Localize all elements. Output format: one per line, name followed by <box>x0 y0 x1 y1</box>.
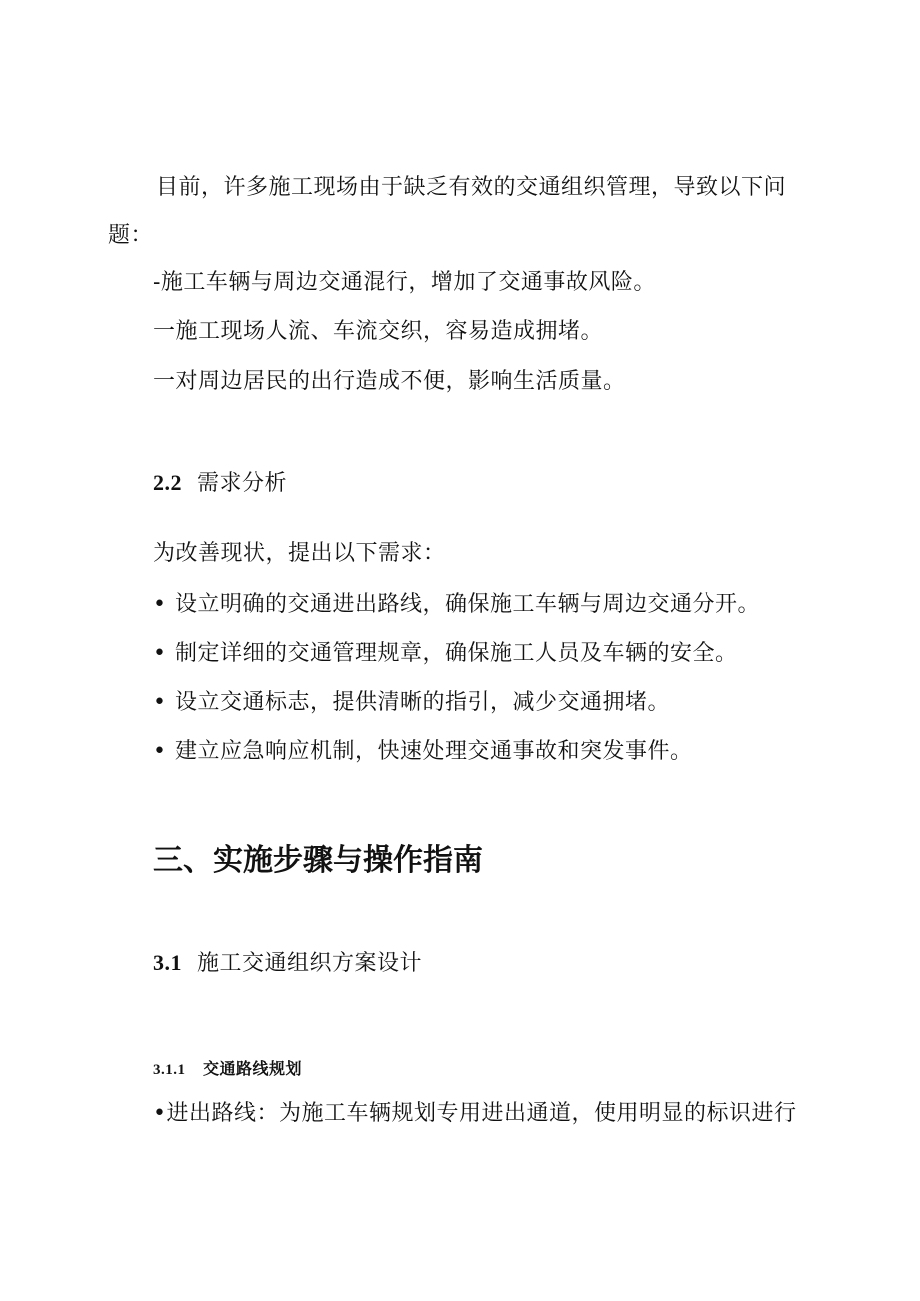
subsection-heading-3-1-1 <box>153 1059 302 1080</box>
needs-list-item <box>153 689 670 717</box>
needs-item-text: 建立应急响应机制，快速处理交通事故和突发事件。 <box>175 739 693 764</box>
chapter-heading-3: 三、实施步骤与操作指南 <box>153 843 483 878</box>
bullet-icon: • <box>153 690 167 715</box>
section-title: 需求分析 <box>197 471 288 496</box>
needs-lead-text: 为改善现状，提出以下需求： <box>153 541 446 566</box>
needs-list-item <box>153 738 693 766</box>
bullet-icon: • <box>153 641 167 666</box>
needs-list-item <box>153 591 760 619</box>
problem-item: -施工车辆与周边交通混行，增加了交通事故风险。 <box>153 270 656 295</box>
route-planning-line: •进出路线：为施工车辆规划专用进出通道，使用明显的标识进行 <box>153 1101 797 1126</box>
problem-item: 一对周边居民的出行造成不便，影响生活质量。 <box>153 369 626 394</box>
needs-item-text: 设立交通标志，提供清晰的指引，减少交通拥堵。 <box>175 690 671 715</box>
section-number: 3.1 <box>153 950 182 975</box>
intro-paragraph-line-2: 题： <box>108 223 154 248</box>
subsection-title: 交通路线规划 <box>203 1059 303 1078</box>
subsection-number: 3.1.1 <box>153 1062 186 1078</box>
needs-item-text: 设立明确的交通进出路线，确保施工车辆与周边交通分开。 <box>175 592 761 617</box>
section-number: 2.2 <box>153 470 182 495</box>
section-heading-2-2 <box>153 469 287 498</box>
bullet-icon: • <box>153 592 167 617</box>
needs-item-text: 制定详细的交通管理规章，确保施工人员及车辆的安全。 <box>175 641 738 666</box>
section-heading-3-1 <box>153 949 422 978</box>
bullet-icon: • <box>153 739 167 764</box>
section-title: 施工交通组织方案设计 <box>197 951 423 976</box>
needs-list-item <box>153 640 738 668</box>
problem-item: 一施工现场人流、车流交织，容易造成拥堵。 <box>153 319 604 344</box>
intro-paragraph-line-1: 目前，许多施工现场由于缺乏有效的交通组织管理，导致以下问 <box>156 175 787 200</box>
